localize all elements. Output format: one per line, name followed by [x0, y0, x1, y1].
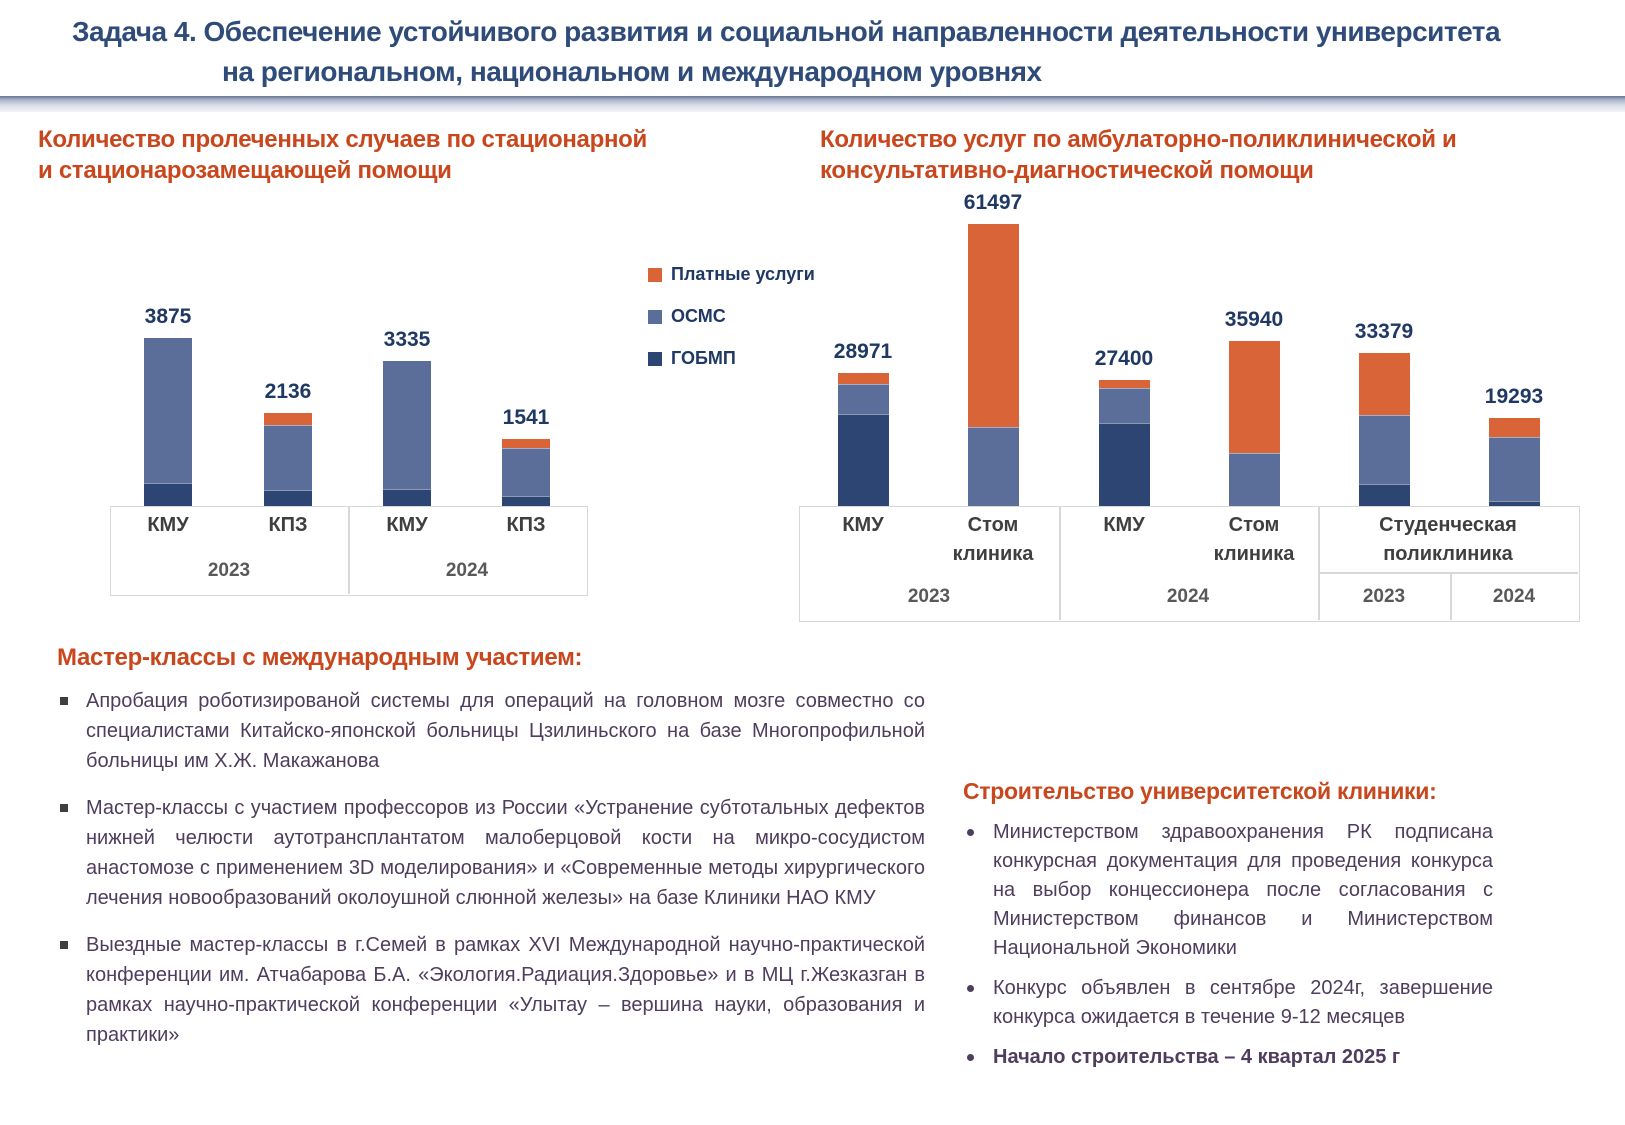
axis-category-label: Стом [967, 514, 1019, 536]
axis-category-label: КМУ [1103, 514, 1145, 536]
axis-category-label: клиника [952, 543, 1034, 565]
legend-swatch-navy-icon [648, 352, 662, 366]
bar-value-label: 35940 [1224, 308, 1284, 332]
bar-segment [1489, 437, 1540, 501]
legend-label: Платные услуги [671, 264, 815, 284]
bar-segment [1229, 453, 1280, 506]
bar-segment [383, 361, 431, 489]
bar-segment [968, 427, 1019, 506]
right-chart-title-line2: консультативно-диагностической помощи [820, 157, 1314, 184]
axis-year-label: 2023 [207, 560, 251, 581]
legend-item-osms [648, 306, 815, 327]
bar-segment [838, 373, 889, 384]
legend-swatch-gray-icon [648, 310, 662, 324]
bar-segment [144, 338, 192, 483]
masterclass-item-1: Апробация роботизированой системы для операций на головном мозге совместно со специалистами Китайско-японской больницы Цзилиньского на базе Многопрофильной больницы им Х.Ж. Макажанова [86, 690, 925, 772]
bar-segment [502, 439, 550, 448]
bar-value-label: 19293 [1484, 384, 1544, 408]
dot-bullet-icon [967, 1054, 974, 1061]
axis-divider [1318, 506, 1320, 620]
construction-item-1: Министерством здравоохранения РК подписана конкурсная документация для проведения конкурса на выбор концессионера после согласования с Министерством финансов и Министерством Национальной Экономики [993, 821, 1493, 959]
bar-segment [1099, 388, 1150, 424]
axis-category-label: поликлиника [1383, 543, 1513, 565]
legend-swatch-orange-icon [648, 268, 662, 282]
axis-divider [1450, 572, 1452, 620]
legend-item-gobmp [648, 348, 815, 369]
construction-item-3: Начало строительства – 4 квартал 2025 г [993, 1046, 1401, 1068]
bar-segment [1359, 484, 1410, 506]
bar-segment [1359, 353, 1410, 415]
list-item [57, 793, 925, 913]
bar-value-label: 33379 [1354, 319, 1414, 343]
masterclass-item-2: Мастер-классы с участием профессоров из России «Устранение субтотальных дефектов нижней челюсти аутотрансплантатом малоберцовой кости на микро-сосудистом анастомозе с применением 3D моделирования» и «Современные методы хирургического лечения новообразований околоушной слюнной железы» на базе Клиники НАО КМУ [86, 797, 925, 909]
bar-segment [1229, 341, 1280, 453]
dot-bullet-icon [967, 829, 974, 836]
slide-title-line2: на региональном, национальном и международном уровнях [222, 56, 1042, 87]
bar-segment [502, 496, 550, 506]
masterclass-item-3: Выездные мастер-классы в г.Семей в рамках XVI Международной научно-практической конференции им. Атчабарова Б.А. «Экология.Радиация.Здоровье» и в МЦ г.Жезказган в рамках научно-практической конференции «Улытау – вершина науки, образования и практики» [86, 934, 925, 1046]
list-item [57, 930, 925, 1050]
bar-segment [1359, 415, 1410, 484]
axis-divider [1318, 572, 1578, 574]
axis-category-label: клиника [1213, 543, 1295, 565]
bar-value-label: 27400 [1094, 347, 1154, 371]
list-item [57, 686, 925, 776]
dot-bullet-icon [967, 985, 974, 992]
left-chart-title-line2: и стационарозамещающей помощи [38, 157, 452, 184]
bar-segment [838, 414, 889, 506]
construction-bullets [963, 818, 1493, 1072]
bar-segment [1099, 423, 1150, 506]
axis-category-label: КПЗ [506, 514, 546, 536]
bar-segment [264, 425, 312, 490]
bar-segment [502, 448, 550, 496]
bar-value-label: 1541 [502, 406, 550, 430]
axis-category-label: КМУ [147, 514, 189, 536]
axis-year-label: 2024 [445, 560, 489, 581]
axis-category-label: КПЗ [268, 514, 308, 536]
bar-value-label: 3875 [144, 305, 192, 328]
list-item [963, 818, 1493, 963]
list-item [963, 974, 1493, 1032]
right-chart-title-line1: Количество услуг по амбулаторно-поликлинической и [820, 126, 1457, 153]
masterclass-heading: Мастер-классы с международным участием: [57, 644, 583, 671]
bar-value-label: 2136 [264, 380, 312, 404]
bar-value-label: 61497 [963, 191, 1023, 214]
bar-segment [144, 483, 192, 506]
legend-item-paid [648, 264, 815, 285]
axis-category-label: Студенческая [1379, 514, 1517, 536]
bar-segment [383, 489, 431, 506]
axis-divider [348, 506, 350, 594]
bar-value-label: 28971 [833, 340, 893, 364]
slide-title-line1: Задача 4. Обеспечение устойчивого развития и социальной направленности деятельности университета [72, 16, 1501, 47]
axis-category-label: КМУ [842, 514, 884, 536]
bar-segment [1489, 501, 1540, 506]
axis-year-label: 2024 [1492, 586, 1536, 607]
bar-segment [264, 490, 312, 506]
square-bullet-icon [60, 804, 68, 812]
axis-divider [1059, 506, 1061, 620]
list-item [963, 1043, 1493, 1072]
axis-year-label: 2023 [1362, 586, 1406, 607]
axis-year-label: 2023 [907, 586, 951, 607]
axis-category-label: Стом [1228, 514, 1280, 536]
bar-segment [968, 224, 1019, 427]
bar-segment [838, 384, 889, 414]
axis-category-label: КМУ [386, 514, 428, 536]
masterclass-bullets [57, 686, 925, 1050]
construction-heading: Строительство университетской клиники: [963, 778, 1437, 804]
square-bullet-icon [60, 941, 68, 949]
bar-value-label: 3335 [383, 328, 431, 352]
bar-segment [1489, 418, 1540, 437]
legend-label: ГОБМП [671, 348, 736, 368]
chart-legend [648, 264, 815, 369]
bar-segment [264, 413, 312, 425]
bar-segment [1099, 380, 1150, 387]
left-chart-title-line1: Количество пролеченных случаев по стационарной [38, 126, 647, 153]
square-bullet-icon [60, 697, 68, 705]
axis-year-label: 2024 [1166, 586, 1210, 607]
construction-item-2: Конкурс объявлен в сентябре 2024г, завершение конкурса ожидается в течение 9-12 месяцев [993, 977, 1493, 1028]
legend-label: ОСМС [671, 306, 726, 326]
